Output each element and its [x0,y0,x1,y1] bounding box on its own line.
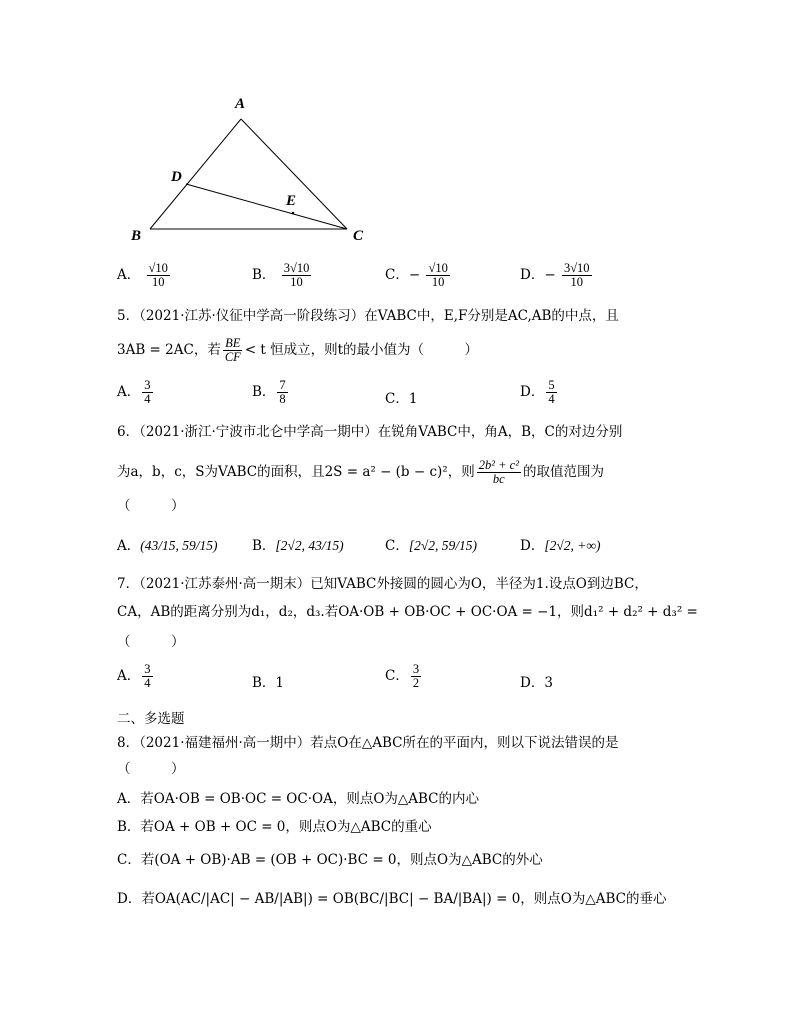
q8-stem-line1: 8．（2021·福建福州·高一期中）若点O在△ABC所在的平面内，则以下说法错误的是 [117,735,619,751]
q5-stem-line1: 5．（2021·江苏·仪征中学高一阶段练习）在VABC中，E,F分别是AC,AB的中点，且 [117,308,619,324]
q8-option-d: D．若OA(AC/|AC| − AB/|AB|) = OB(BC/|BC| − BA/|BA|) = 0，则点O为△ABC的垂心 [117,891,667,907]
q7-stem-line2: CA，AB的距离分别为d₁，d₂，d₃.若OA·OB + OB·OC + OC·OA = −1，则d₁² + d₂² + d₃² = [117,604,698,620]
triangle-figure [0,0,794,260]
label-d: D [171,169,182,185]
segment-dc [186,184,347,229]
label-c: C [353,228,364,244]
q6-stem-line3: （ ） [117,498,185,514]
q8-option-a: A．若OA·OB = OB·OC = OC·OA，则点O为△ABC的内心 [117,791,480,807]
q5-stem-line2: 3AB = 2AC，若 $\frac{BE}{CF}$ < t 恒成立，则t的最小值为（ ） [117,336,479,364]
q8-stem-line2: （ ） [117,761,185,777]
q8-option-c: C．若(OA + OB)·AB = (OB + OC)·BC = 0，则点O为△ABC的外心 [117,852,543,868]
label-b: B [131,228,142,244]
q7-stem-line3: （ ） [117,634,185,650]
section-heading-multiple-choice: 二、多选题 [117,711,185,727]
label-a: A [235,96,246,112]
q8-option-b: B．若OA + OB + OC = 0，则点O为△ABC的重心 [117,819,432,835]
edge-ab [150,119,241,229]
q6-stem-line1: 6．（2021·浙江·宁波市北仑中学高一期中）在锐角VABC中，角A，B，C的对边分别 [117,424,623,440]
label-e: E [286,193,297,209]
point-e [292,212,295,215]
q7-stem-line1: 7．（2021·江苏泰州·高一期末）已知VABC外接圆的圆心为O，半径为1.设点O到边BC， [117,576,648,592]
q6-stem-line2: 为a，b，c，S为VABC的面积，且2S = a² − (b − c)²，则 $\frac{\text{2b² + c²}}{bc}$ 的取值范围为 [117,458,604,486]
